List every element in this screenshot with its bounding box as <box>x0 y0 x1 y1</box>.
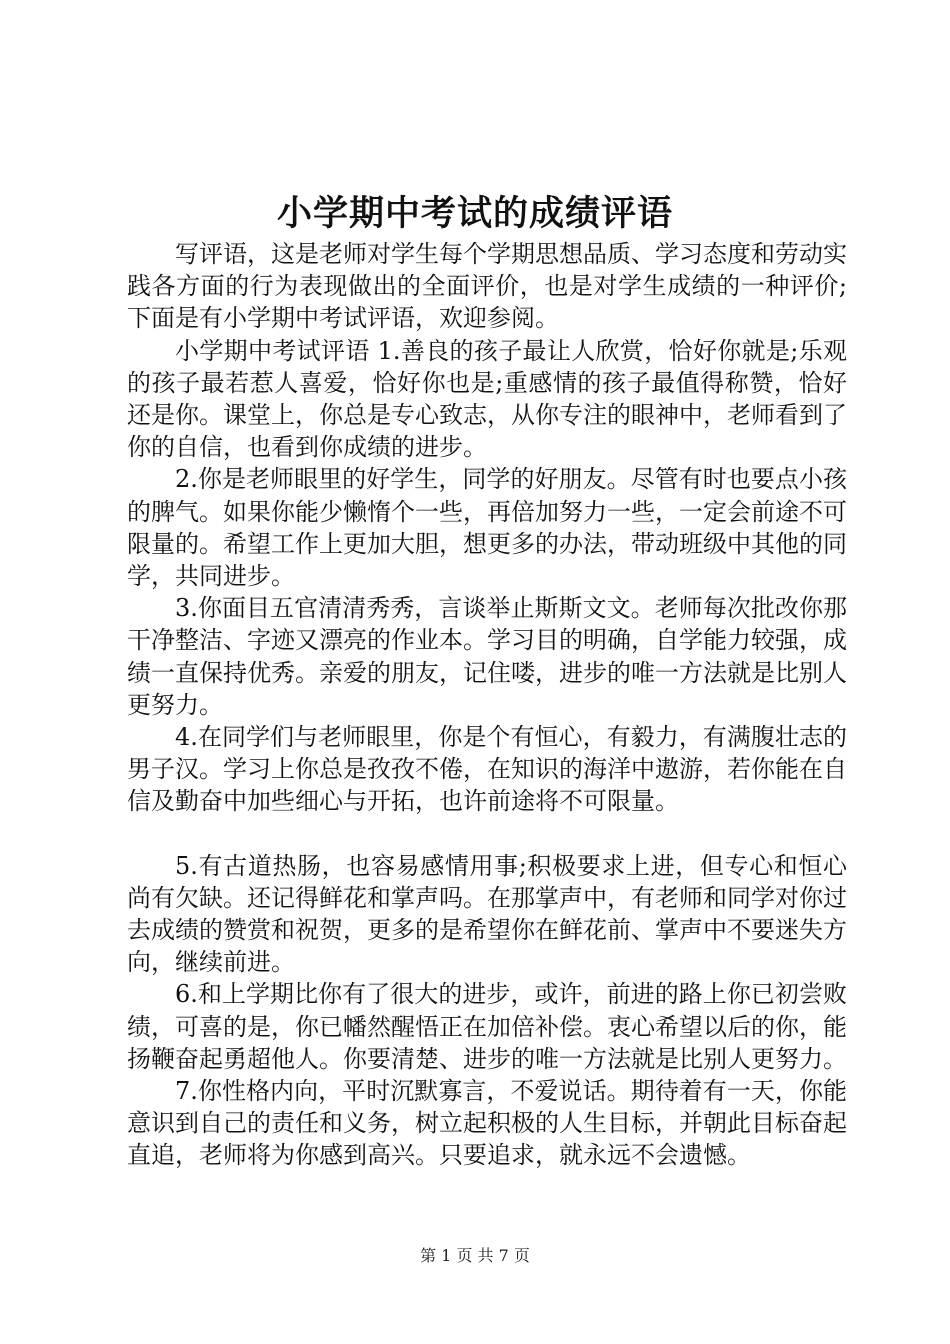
paragraph-comment-4: 4.在同学们与老师眼里，你是个有恒心，有毅力，有满腹壮志的男子汉。学习上你总是孜孜不倦，在知识的海洋中遨游，若你能在自信及勤奋中加些细心与开拓，也许前途将不可限量。 <box>127 723 847 816</box>
paragraph-comment-2: 2.你是老师眼里的好学生，同学的好朋友。尽管有时也要点小孩的脾气。如果你能少懒惰个一些，再倍加努力一些，一定会前途不可限量的。希望工作上更加大胆，想更多的办法，带动班级中其他的同学，共同进步。 <box>127 465 847 591</box>
document-body <box>127 238 847 1172</box>
page-footer: 第 1 页 共 7 页 <box>420 1246 530 1265</box>
paragraph-comment-3: 3.你面目五官清清秀秀，言谈举止斯斯文文。老师每次批改你那干净整洁、字迹又漂亮的作业本。学习目的明确，自学能力较强，成绩一直保持优秀。亲爱的朋友，记住喽，进步的唯一方法就是比别人更努力。 <box>127 594 847 719</box>
paragraph-comment-1: 小学期中考试评语 1.善良的孩子最让人欣赏，恰好你就是;乐观的孩子最若惹人喜爱，恰好你也是;重感情的孩子最值得称赞，恰好还是你。课堂上，你总是专心致志，从你专注的眼神中，老师看到了你的自信，也看到你成绩的进步。 <box>127 336 847 462</box>
paragraph-comment-5: 5.有古道热肠，也容易感情用事;积极要求上进，但专心和恒心尚有欠缺。还记得鲜花和掌声吗。在那掌声中，有老师和同学对你过去成绩的赞赏和祝贺，更多的是希望你在鲜花前、掌声中不要迷失方向，继续前进。 <box>127 851 847 977</box>
paragraph-intro: 写评语，这是老师对学生每个学期思想品质、学习态度和劳动实践各方面的行为表现做出的全面评价，也是对学生成绩的一种评价;下面是有小学期中考试评语，欢迎参阅。 <box>127 240 847 333</box>
paragraph-comment-6: 6.和上学期比你有了很大的进步，或许，前进的路上你已初尝败绩，可喜的是，你已幡然醒悟正在加倍补偿。衷心希望以后的你，能扬鞭奋起勇超他人。你要清楚、进步的唯一方法就是比别人更努力。 <box>127 980 847 1073</box>
paragraph-comment-7: 7.你性格内向，平时沉默寡言，不爱说话。期待着有一天，你能意识到自己的责任和义务，树立起积极的人生目标，并朝此目标奋起直追，老师将为你感到高兴。只要追求，就永远不会遗憾。 <box>127 1077 847 1170</box>
page-title: 小学期中考试的成绩评语 <box>276 193 673 234</box>
